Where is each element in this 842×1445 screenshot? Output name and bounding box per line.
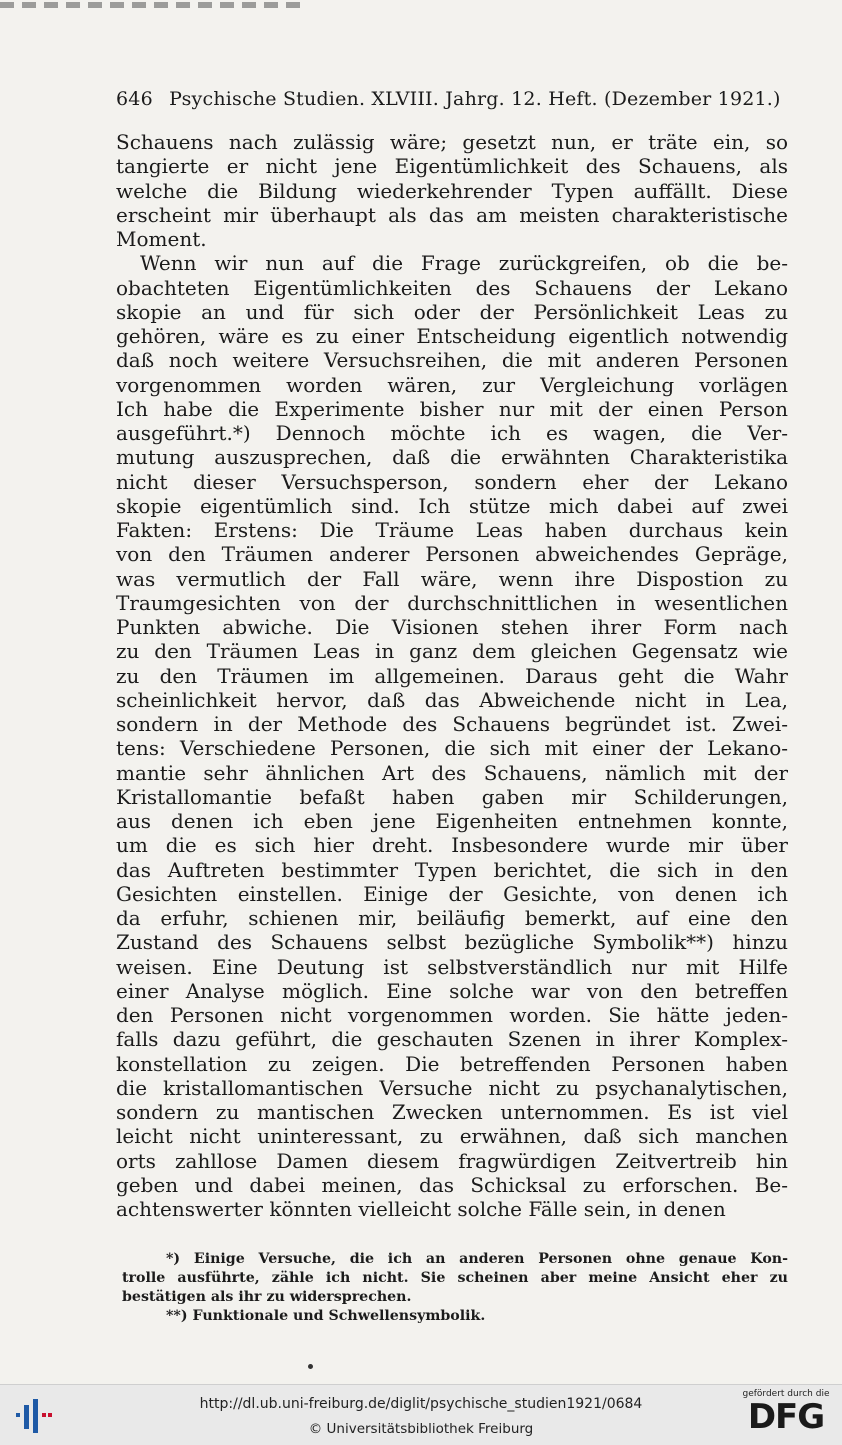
text-line: geben und dabei meinen, das Schicksal zu erforschen. Be-	[116, 1172, 788, 1197]
body-text	[116, 130, 788, 1221]
text-line: scheinlichkeit hervor, daß das Abweichende nicht in Lea,	[116, 687, 788, 712]
footnotes	[122, 1250, 788, 1326]
text-line: achtenswerter könnten vielleicht solche Fälle sein, in denen	[116, 1197, 726, 1221]
text-line: mantie sehr ähnlichen Art des Schauens, nämlich mit der	[116, 760, 788, 785]
text-line: nicht dieser Versuchsperson, sondern eher der Lekano	[116, 469, 788, 494]
running-title: Psychische Studien. XLVIII. Jahrg. 12. Heft. (Dezember 1921.)	[169, 88, 781, 110]
text-line: Traumgesichten von der durchschnittlichen in wesentlichen	[116, 590, 788, 615]
text-line: erscheint mir überhaupt als das am meisten charakteristische	[116, 202, 788, 227]
footnote-line: bestätigen als ihr zu widersprechen.	[122, 1289, 412, 1305]
dfg-wordmark: DFG	[747, 1397, 825, 1437]
text-line: um die es sich hier dreht. Insbesondere wurde mir über	[116, 833, 788, 858]
text-line: konstellation zu zeigen. Die betreffenden Personen haben	[116, 1051, 788, 1076]
text-line: leicht nicht uninteressant, zu erwähnen, daß sich manchen	[116, 1124, 788, 1149]
text-line: gehören, wäre es zu einer Entscheidung eigentlich notwendig	[116, 324, 788, 348]
text-line: Gesichten einstellen. Einige der Gesichte, von denen ich	[116, 881, 788, 906]
footnote-line: trolle ausführte, zähle ich nicht. Sie scheinen aber meine Ansicht eher zu	[122, 1270, 788, 1286]
text-line: Moment.	[116, 227, 207, 251]
permalink-url[interactable]: http://dl.ub.uni-freiburg.de/diglit/psychische_studien1921/0684	[199, 1396, 643, 1412]
running-header	[116, 88, 796, 110]
text-line: Schauens nach zulässig wäre; gesetzt nun, er träte ein, so	[116, 130, 788, 154]
text-line: orts zahllose Damen diesem fragwürdigen Zeitvertreib hin	[116, 1148, 788, 1173]
text-line: einer Analyse möglich. Eine solche war von den betreffen	[116, 978, 788, 1003]
text-line: Zustand des Schauens selbst bezügliche Symbolik**) hinzu	[116, 930, 788, 955]
footnote-line: **) Funktionale und Schwellensymbolik.	[166, 1308, 486, 1324]
text-line: falls dazu geführt, die geschauten Szenen in ihrer Komplex-	[116, 1027, 788, 1052]
text-line: von den Träumen anderer Personen abweichendes Gepräge,	[116, 542, 788, 567]
text-line: Punkten abwiche. Die Visionen stehen ihrer Form nach	[116, 615, 788, 639]
text-line: tangierte er nicht jene Eigentümlichkeit des Schauens, als	[116, 154, 788, 179]
text-line: da erfuhr, schienen mir, beiläufig bemerkt, auf eine den	[116, 906, 788, 930]
text-line: welche die Bildung wiederkehrender Typen auffällt. Diese	[116, 178, 788, 203]
scan-edge-artifact	[0, 2, 300, 8]
text-line: zu den Träumen Leas in ganz dem gleichen Gegensatz wie	[116, 639, 788, 664]
footnote-line: *) Einige Versuche, die ich an anderen Personen ohne genaue Kon-	[166, 1251, 788, 1267]
viewer-footer	[0, 1384, 842, 1445]
dfg-logo	[740, 1389, 832, 1443]
ink-speck	[308, 1364, 313, 1369]
text-line: daß noch weitere Versuchsreihen, die mit anderen Personen	[116, 348, 788, 373]
text-line: Ich habe die Experimente bisher nur mit der einen Person	[116, 396, 788, 421]
text-line: sondern in der Methode des Schauens begründet ist. Zwei-	[116, 712, 788, 736]
text-line: skopie eigentümlich sind. Ich stütze mich dabei auf zwei	[116, 493, 788, 518]
text-line: aus denen ich eben jene Eigenheiten entnehmen konnte,	[116, 809, 788, 833]
text-line: skopie an und für sich oder der Persönlichkeit Leas zu	[116, 299, 788, 324]
text-line: den Personen nicht vorgenommen worden. Sie hätte jeden-	[116, 1003, 788, 1027]
text-line: sondern zu mantischen Zwecken unternommen. Es ist viel	[116, 1100, 788, 1124]
text-line: obachteten Eigentümlichkeiten des Schauens der Lekano	[116, 275, 788, 300]
copyright-notice: © Universitätsbibliothek Freiburg	[308, 1421, 534, 1437]
text-line: das Auftreten bestimmter Typen berichtet, die sich in den	[116, 857, 788, 882]
text-line: Kristallomantie befaßt haben gaben mir Schilderungen,	[116, 784, 788, 809]
dfg-caption: gefördert durch die	[742, 1389, 830, 1399]
text-line: ausgeführt.*) Dennoch möchte ich es wagen, die Ver-	[116, 421, 788, 445]
text-line: tens: Verschiedene Personen, die sich mit einer der Lekano-	[116, 736, 788, 761]
text-line: was vermutlich der Fall wäre, wenn ihre Dispostion zu	[116, 566, 788, 591]
text-line: vorgenommen worden wären, zur Vergleichung vorlägen	[116, 372, 788, 397]
text-line: zu den Träumen im allgemeinen. Daraus geht die Wahr	[116, 663, 788, 688]
page-number: 646	[116, 88, 153, 110]
text-line: Wenn wir nun auf die Frage zurückgreifen, ob die be-	[140, 251, 788, 276]
text-line: die kristallomantischen Versuche nicht zu psychanalytischen,	[116, 1075, 788, 1100]
text-line: mutung auszusprechen, daß die erwähnten Charakteristika	[116, 445, 788, 470]
text-line: weisen. Eine Deutung ist selbstverständlich nur mit Hilfe	[116, 954, 788, 979]
text-line: Fakten: Erstens: Die Träume Leas haben durchaus kein	[116, 518, 788, 542]
